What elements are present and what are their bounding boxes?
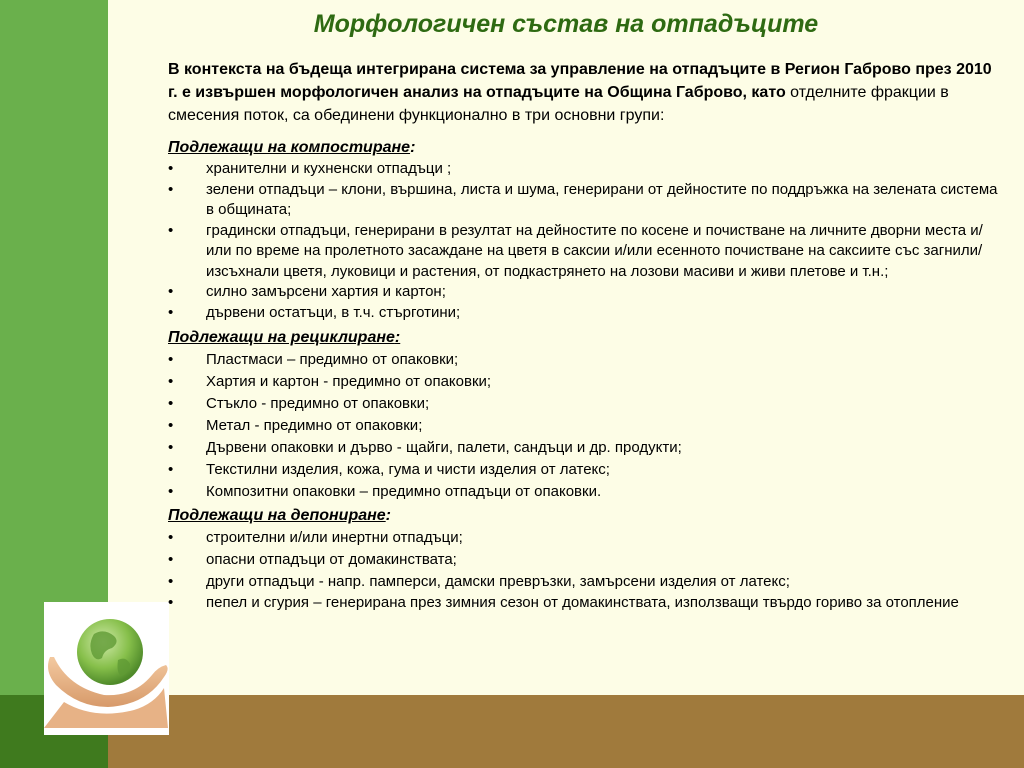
bullet: • xyxy=(168,417,174,434)
list-item xyxy=(168,459,998,481)
bullet: • xyxy=(168,351,174,368)
list-item-text: други отпадъци - напр. памперси, дамски превръзки, замърсени изделия от латекс; xyxy=(206,573,790,590)
list-item xyxy=(168,221,998,283)
list-item-text: пепел и сгурия – генерирана през зимния сезон от домакинствата, използващи твърдо гориво за отопление xyxy=(206,594,959,611)
bullet: • xyxy=(168,395,174,412)
bullet: • xyxy=(168,483,174,500)
recycling-list xyxy=(168,349,998,503)
section-title xyxy=(168,505,998,527)
section-landfill xyxy=(168,505,998,614)
list-item-text: Стъкло - предимно от опаковки; xyxy=(206,395,430,412)
list-item xyxy=(168,180,998,221)
bullet: • xyxy=(168,160,174,177)
list-item-text: строителни и/или инертни отпадъци; xyxy=(206,529,463,546)
list-item-text: Метал - предимно от опаковки; xyxy=(206,417,423,434)
section-title-text: Подлежащи на депониране xyxy=(168,507,386,524)
bullet: • xyxy=(168,461,174,478)
bullet: • xyxy=(168,573,174,590)
main-content xyxy=(168,58,998,614)
list-item xyxy=(168,371,998,393)
bullet: • xyxy=(168,303,174,321)
list-item-text: Текстилни изделия, кожа, гума и чисти изделия от латекс; xyxy=(206,461,610,478)
section-title-suffix: : xyxy=(385,507,391,524)
section-title xyxy=(168,137,998,159)
list-item xyxy=(168,549,998,571)
list-item xyxy=(168,415,998,437)
page-title: Морфологичен състав на отпадъците xyxy=(313,10,819,38)
intro-bold-text: В контекста на бъдеща интегрирана система за управление на отпадъците в Регион Габрово през 2010 г. е извършен морфологичен анализ на отпадъците на Община Габрово, като xyxy=(168,61,992,101)
list-item-text: опасни отпадъци от домакинствата; xyxy=(206,551,457,568)
list-item-text: градински отпадъци, генерирани в резултат на дейностите по косене и почистване на личните дворни места и/или по време на пролетното засаждане на цветя в саксии и/или есенното почистване на саксиите със загнили/изсъхнали цветя, луковици и растения, от подкастрянето на лозови масиви и живи плетове и т.н.; xyxy=(206,221,983,280)
list-item xyxy=(168,437,998,459)
landfill-list xyxy=(168,527,998,614)
list-item-text: Пластмаси – предимно от опаковки; xyxy=(206,351,459,368)
section-composting xyxy=(168,137,998,323)
section-title-text: Подлежащи на компостиране xyxy=(168,139,411,156)
intro-paragraph xyxy=(168,58,998,127)
composting-list xyxy=(168,159,998,323)
bullet: • xyxy=(168,439,174,456)
list-item xyxy=(168,349,998,371)
bullet: • xyxy=(168,283,174,300)
list-item-text: Композитни опаковки – предимно отпадъци от опаковки. xyxy=(206,483,602,500)
section-title-text: Подлежащи на рециклиране xyxy=(168,329,395,346)
bullet: • xyxy=(168,594,174,611)
section-title-suffix: : xyxy=(394,329,401,346)
bullet: • xyxy=(168,221,174,239)
list-item-text: дървени остатъци, в т.ч. стърготини; xyxy=(206,303,461,321)
list-item-text: Дървени опаковки и дърво - щайги, палети, сандъци и др. продукти; xyxy=(206,439,682,456)
section-title xyxy=(168,327,998,349)
globe-in-hands-icon xyxy=(44,602,169,735)
section-recycling xyxy=(168,327,998,503)
list-item-text: зелени отпадъци – клони, вършина, листа и шума, генерирани от дейностите по поддръжка на зелената система в общината; xyxy=(206,180,998,218)
bullet: • xyxy=(168,529,174,546)
list-item xyxy=(168,303,998,324)
bullet: • xyxy=(168,373,174,390)
list-item-text: Хартия и картон - предимно от опаковки; xyxy=(206,373,492,390)
list-item-text: силно замърсени хартия и картон; xyxy=(206,283,446,300)
list-item xyxy=(168,393,998,415)
bullet: • xyxy=(168,180,174,198)
bottom-decor-band xyxy=(108,695,1024,768)
list-item xyxy=(168,159,998,180)
list-item xyxy=(168,593,998,614)
list-item xyxy=(168,527,998,549)
list-item-text: хранителни и кухненски отпадъци ; xyxy=(206,160,452,177)
list-item xyxy=(168,481,998,503)
intro-normal-text: отделните фракции в смесения поток, са обединени функционално в три основни групи: xyxy=(168,84,949,124)
list-item xyxy=(168,282,998,303)
bullet: • xyxy=(168,551,174,568)
list-item xyxy=(168,571,998,593)
section-title-suffix: : xyxy=(410,139,416,156)
